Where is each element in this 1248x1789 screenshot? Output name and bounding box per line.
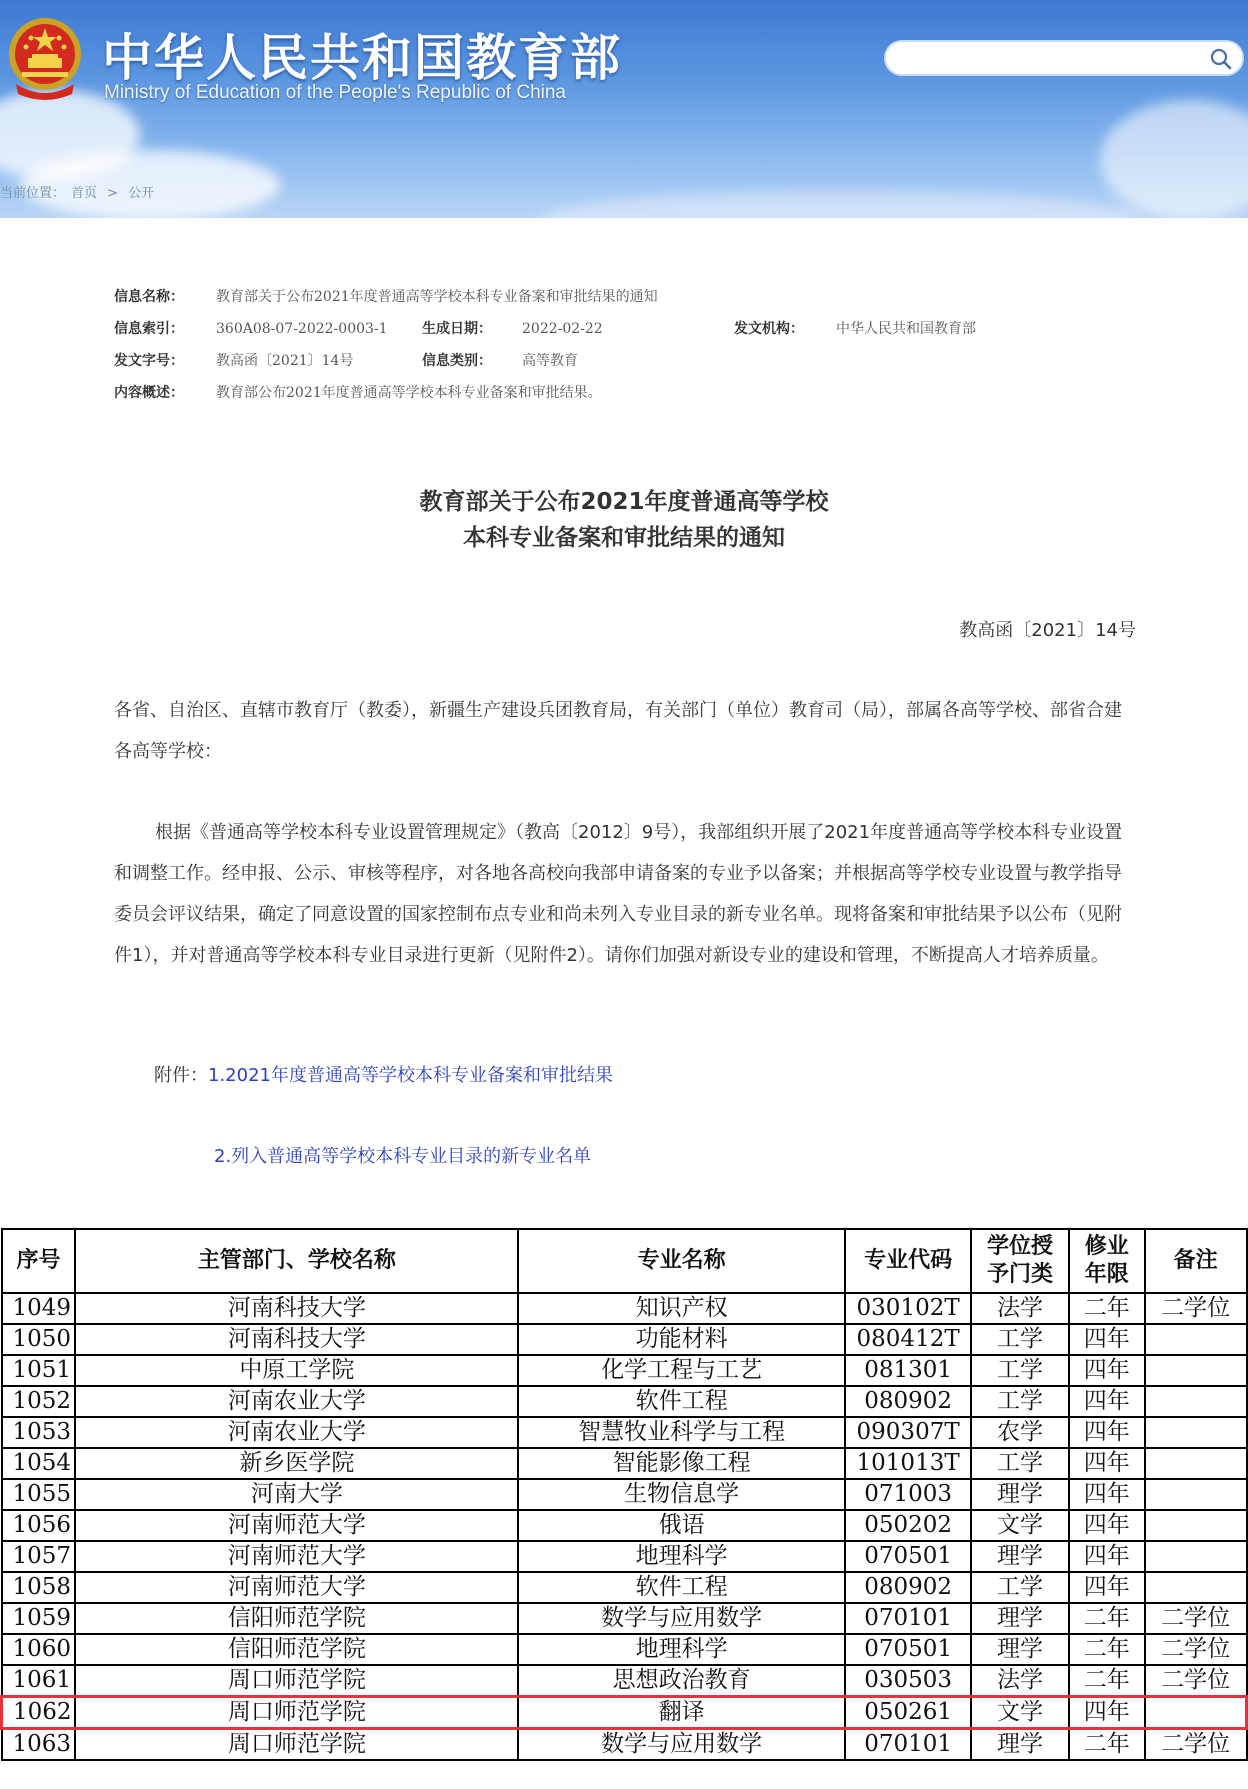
search-box[interactable]	[884, 40, 1244, 76]
table-row	[2, 1479, 1247, 1510]
info-docno-value: 教高函〔2021〕14号	[216, 353, 354, 369]
cell-years: 二年	[1069, 1603, 1145, 1634]
cell-index: 1063	[2, 1729, 76, 1761]
table-row	[2, 1572, 1247, 1603]
cell-degree: 理学	[971, 1634, 1069, 1665]
cell-years: 四年	[1069, 1324, 1145, 1355]
cell-degree: 理学	[971, 1729, 1069, 1761]
info-name-value: 教育部关于公布2021年度普通高等学校本科专业备案和审批结果的通知	[216, 289, 658, 305]
cell-school: 河南大学	[75, 1479, 518, 1510]
col-header-note: 备注	[1145, 1229, 1247, 1293]
notice-title-line2: 本科专业备案和审批结果的通知	[463, 525, 785, 551]
cell-major: 智慧牧业科学与工程	[518, 1417, 845, 1448]
breadcrumb-home-link[interactable]: 首页	[71, 186, 98, 201]
cell-years: 四年	[1069, 1510, 1145, 1541]
cell-note	[1145, 1697, 1247, 1729]
breadcrumb-current-link[interactable]: 公开	[128, 186, 155, 201]
table-row	[2, 1665, 1247, 1697]
cell-school: 周口师范学院	[75, 1665, 518, 1697]
cell-degree: 农学	[971, 1417, 1069, 1448]
cell-years: 四年	[1069, 1572, 1145, 1603]
cell-index: 1056	[2, 1510, 76, 1541]
cell-note	[1145, 1572, 1247, 1603]
cell-school: 河南师范大学	[75, 1572, 518, 1603]
cell-years: 二年	[1069, 1293, 1145, 1324]
info-index-label: 信息索引：	[114, 321, 184, 337]
cell-index: 1051	[2, 1355, 76, 1386]
attachment-1-link[interactable]: 1.2021年度普通高等学校本科专业备案和审批结果	[208, 1065, 613, 1086]
cell-code: 080902	[845, 1386, 971, 1417]
cell-school: 河南农业大学	[75, 1417, 518, 1448]
cell-major: 软件工程	[518, 1386, 845, 1417]
cell-degree: 法学	[971, 1665, 1069, 1697]
cell-degree: 理学	[971, 1479, 1069, 1510]
cell-years: 四年	[1069, 1697, 1145, 1729]
info-org-value: 中华人民共和国教育部	[836, 321, 976, 337]
cell-years: 二年	[1069, 1729, 1145, 1761]
info-name-label: 信息名称：	[114, 289, 184, 305]
table-row	[2, 1603, 1247, 1634]
table-row	[2, 1541, 1247, 1572]
cell-school: 河南师范大学	[75, 1510, 518, 1541]
cell-school: 河南科技大学	[75, 1293, 518, 1324]
cell-degree: 理学	[971, 1603, 1069, 1634]
cell-code: 081301	[845, 1355, 971, 1386]
cell-degree: 工学	[971, 1572, 1069, 1603]
cell-school: 周口师范学院	[75, 1729, 518, 1761]
search-input[interactable]	[900, 46, 1194, 72]
table-row	[2, 1697, 1247, 1729]
cell-code: 071003	[845, 1479, 971, 1510]
cell-index: 1060	[2, 1634, 76, 1665]
notice-salutation: 各省、自治区、直辖市教育厅（教委），新疆生产建设兵团教育局，有关部门（单位）教育司（局），部属各高等学校、部省合建各高等学校：	[114, 700, 1122, 762]
cell-degree: 法学	[971, 1293, 1069, 1324]
cell-code: 080902	[845, 1572, 971, 1603]
cloud-decoration	[540, 190, 1140, 218]
cell-school: 中原工学院	[75, 1355, 518, 1386]
cell-note: 二学位	[1145, 1665, 1247, 1697]
cell-school: 河南农业大学	[75, 1386, 518, 1417]
info-category-label: 信息类别：	[422, 353, 492, 369]
table-row	[2, 1634, 1247, 1665]
cell-years: 四年	[1069, 1448, 1145, 1479]
cell-years: 二年	[1069, 1665, 1145, 1697]
cell-index: 1049	[2, 1293, 76, 1324]
cell-years: 四年	[1069, 1479, 1145, 1510]
cell-code: 030503	[845, 1665, 971, 1697]
cell-major: 生物信息学	[518, 1479, 845, 1510]
cell-code: 050261	[845, 1697, 971, 1729]
cell-years: 四年	[1069, 1386, 1145, 1417]
cell-note: 二学位	[1145, 1634, 1247, 1665]
info-date-value: 2022-02-22	[522, 321, 603, 337]
cell-index: 1057	[2, 1541, 76, 1572]
table-row	[2, 1324, 1247, 1355]
info-docno-label: 发文字号：	[114, 353, 184, 369]
info-date-label: 生成日期：	[422, 321, 492, 337]
table-body	[2, 1293, 1247, 1760]
cell-code: 070501	[845, 1634, 971, 1665]
cell-major: 地理科学	[518, 1634, 845, 1665]
info-index-value: 360A08-07-2022-0003-1	[216, 321, 388, 337]
cell-note	[1145, 1417, 1247, 1448]
cell-major: 功能材料	[518, 1324, 845, 1355]
cell-degree: 工学	[971, 1448, 1069, 1479]
cell-index: 1052	[2, 1386, 76, 1417]
cell-code: 030102T	[845, 1293, 971, 1324]
table-row	[2, 1355, 1247, 1386]
site-title[interactable]: 中华人民共和国教育部	[102, 29, 622, 87]
cell-major: 思想政治教育	[518, 1665, 845, 1697]
cell-index: 1054	[2, 1448, 76, 1479]
cell-note: 二学位	[1145, 1603, 1247, 1634]
table-row	[2, 1417, 1247, 1448]
table-row	[2, 1448, 1247, 1479]
breadcrumb-separator: >	[107, 186, 119, 201]
cell-years: 四年	[1069, 1355, 1145, 1386]
attachment-1-row	[154, 1061, 613, 1087]
site-header	[0, 0, 1248, 218]
cell-degree: 工学	[971, 1386, 1069, 1417]
cell-degree: 工学	[971, 1355, 1069, 1386]
cell-note	[1145, 1479, 1247, 1510]
cell-school: 河南科技大学	[75, 1324, 518, 1355]
table-header-row	[2, 1229, 1247, 1293]
cell-years: 二年	[1069, 1634, 1145, 1665]
notice-body: 根据《普通高等学校本科专业设置管理规定》（教高〔2012〕9号），我部组织开展了2021年度普通高等学校本科专业设置和调整工作。经申报、公示、审核等程序，对各地各高校向我部申请备案的专业予以备案；并根据高等学校专业设置与教学指导委员会评议结果，确定了同意设置的国家控制布点专业和尚未列入专业目录的新专业名单。现将备案和审批结果予以公布（见附件1），并对普通高等学校本科专业目录进行更新（见附件2）。请你们加强对新设专业的建设和管理，不断提高人才培养质量。	[114, 822, 1123, 966]
cell-school: 信阳师范学院	[75, 1603, 518, 1634]
cell-years: 四年	[1069, 1541, 1145, 1572]
cell-years: 四年	[1069, 1417, 1145, 1448]
info-row-index	[114, 318, 976, 338]
info-org-label: 发文机构：	[734, 321, 804, 337]
cell-school: 河南师范大学	[75, 1541, 518, 1572]
notice-title-line1: 教育部关于公布2021年度普通高等学校	[419, 489, 829, 515]
table-row	[2, 1293, 1247, 1324]
site-subtitle: Ministry of Education of the People's Republic of China	[104, 82, 566, 103]
col-header-major: 专业名称	[518, 1229, 845, 1293]
cell-note	[1145, 1324, 1247, 1355]
cell-code: 090307T	[845, 1417, 971, 1448]
cell-code: 070101	[845, 1603, 971, 1634]
cell-school: 周口师范学院	[75, 1697, 518, 1729]
cell-school: 信阳师范学院	[75, 1634, 518, 1665]
table-row	[2, 1386, 1247, 1417]
cell-index: 1053	[2, 1417, 76, 1448]
cell-major: 数学与应用数学	[518, 1729, 845, 1761]
search-icon[interactable]	[1210, 48, 1232, 70]
cell-index: 1062	[2, 1697, 76, 1729]
cell-major: 软件工程	[518, 1572, 845, 1603]
table-row	[2, 1510, 1247, 1541]
cell-code: 101013T	[845, 1448, 971, 1479]
cell-degree: 理学	[971, 1541, 1069, 1572]
col-header-index: 序号	[2, 1229, 76, 1293]
cell-note	[1145, 1355, 1247, 1386]
attachment-2-link[interactable]: 2.列入普通高等学校本科专业目录的新专业名单	[214, 1146, 592, 1167]
cell-note: 二学位	[1145, 1729, 1247, 1761]
cell-school: 新乡医学院	[75, 1448, 518, 1479]
cell-code: 080412T	[845, 1324, 971, 1355]
info-row-docno	[114, 350, 578, 370]
notice-title	[0, 484, 1248, 556]
table-row	[2, 1729, 1247, 1761]
col-header-code: 专业代码	[845, 1229, 971, 1293]
col-header-degree: 学位授予门类	[971, 1229, 1069, 1293]
cell-code: 050202	[845, 1510, 971, 1541]
cell-major: 智能影像工程	[518, 1448, 845, 1479]
cell-major: 数学与应用数学	[518, 1603, 845, 1634]
cell-note	[1145, 1386, 1247, 1417]
cell-note: 二学位	[1145, 1293, 1247, 1324]
cell-note	[1145, 1510, 1247, 1541]
cell-note	[1145, 1541, 1247, 1572]
cell-index: 1050	[2, 1324, 76, 1355]
col-header-years: 修业年限	[1069, 1229, 1145, 1293]
info-summary-label: 内容概述：	[114, 385, 184, 401]
cell-index: 1055	[2, 1479, 76, 1510]
cell-code: 070501	[845, 1541, 971, 1572]
cell-major: 化学工程与工艺	[518, 1355, 845, 1386]
breadcrumb	[0, 182, 160, 201]
info-category-value: 高等教育	[522, 353, 578, 369]
cell-degree: 文学	[971, 1510, 1069, 1541]
cell-major: 翻译	[518, 1697, 845, 1729]
info-row-name	[114, 286, 658, 306]
cell-major: 俄语	[518, 1510, 845, 1541]
cell-major: 知识产权	[518, 1293, 845, 1324]
attachment-label: 附件：	[154, 1065, 208, 1086]
national-emblem-icon[interactable]	[6, 14, 84, 102]
cell-index: 1058	[2, 1572, 76, 1603]
cell-index: 1061	[2, 1665, 76, 1697]
cell-major: 地理科学	[518, 1541, 845, 1572]
cloud-decoration	[1100, 100, 1248, 218]
cell-degree: 文学	[971, 1697, 1069, 1729]
breadcrumb-label: 当前位置：	[0, 186, 66, 201]
attachment-2-row	[214, 1142, 591, 1168]
notice-doc-number: 教高函〔2021〕14号	[959, 620, 1136, 641]
cell-degree: 工学	[971, 1324, 1069, 1355]
col-header-school: 主管部门、学校名称	[75, 1229, 518, 1293]
cell-note	[1145, 1448, 1247, 1479]
cell-index: 1059	[2, 1603, 76, 1634]
majors-table	[0, 1228, 1248, 1761]
cell-code: 070101	[845, 1729, 971, 1761]
info-row-summary	[114, 382, 602, 402]
info-summary-value: 教育部公布2021年度普通高等学校本科专业备案和审批结果。	[216, 385, 602, 401]
